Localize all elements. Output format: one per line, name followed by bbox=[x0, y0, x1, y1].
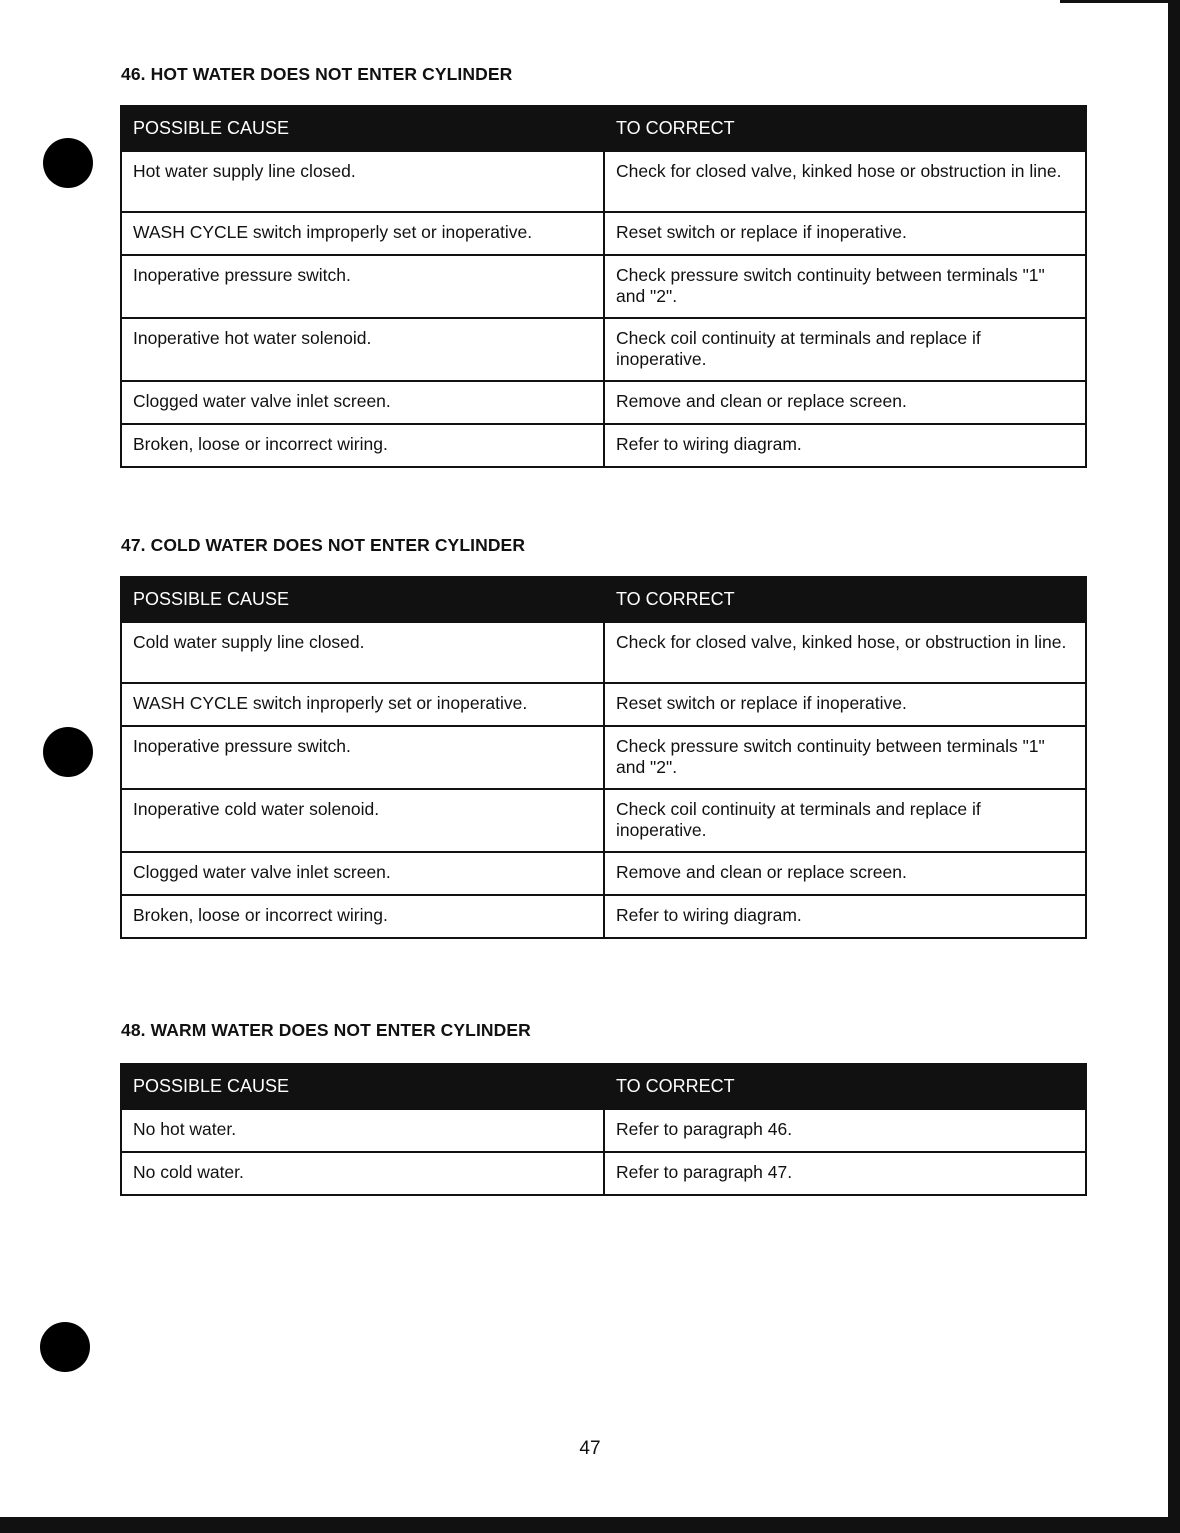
fix-cell: Refer to paragraph 46. bbox=[604, 1109, 1086, 1152]
cause-cell: Clogged water valve inlet screen. bbox=[121, 381, 604, 424]
fix-cell: Refer to wiring diagram. bbox=[604, 424, 1086, 467]
table-header bbox=[121, 1064, 1086, 1109]
fix-cell: Remove and clean or replace screen. bbox=[604, 381, 1086, 424]
cause-cell: Broken, loose or incorrect wiring. bbox=[121, 424, 604, 467]
page-edge-top bbox=[1060, 0, 1180, 3]
punch-hole-bottom bbox=[40, 1322, 90, 1372]
table-row bbox=[121, 1109, 1086, 1152]
table-row bbox=[121, 255, 1086, 318]
fix-cell: Refer to paragraph 47. bbox=[604, 1152, 1086, 1195]
cause-cell: Hot water supply line closed. bbox=[121, 151, 604, 212]
table-row bbox=[121, 424, 1086, 467]
cause-cell: Inoperative pressure switch. bbox=[121, 255, 604, 318]
column-header-fix: TO CORRECT bbox=[604, 106, 1086, 151]
cause-cell: WASH CYCLE switch improperly set or inoperative. bbox=[121, 212, 604, 255]
troubleshooting-table bbox=[120, 1063, 1087, 1196]
column-header-cause: POSSIBLE CAUSE bbox=[121, 577, 604, 622]
table-row bbox=[121, 318, 1086, 381]
table-row bbox=[121, 381, 1086, 424]
fix-cell: Reset switch or replace if inoperative. bbox=[604, 683, 1086, 726]
fix-cell: Check coil continuity at terminals and replace if inoperative. bbox=[604, 789, 1086, 852]
troubleshooting-table bbox=[120, 576, 1087, 939]
section-heading: 47. COLD WATER DOES NOT ENTER CYLINDER bbox=[121, 535, 526, 555]
page-edge-bottom bbox=[0, 1517, 1180, 1533]
fix-cell: Reset switch or replace if inoperative. bbox=[604, 212, 1086, 255]
section-46 bbox=[120, 64, 1087, 468]
fix-cell: Remove and clean or replace screen. bbox=[604, 852, 1086, 895]
cause-cell: Cold water supply line closed. bbox=[121, 622, 604, 683]
table-row bbox=[121, 622, 1086, 683]
punch-hole-middle bbox=[43, 727, 93, 777]
column-header-fix: TO CORRECT bbox=[604, 1064, 1086, 1109]
cause-cell: Inoperative cold water solenoid. bbox=[121, 789, 604, 852]
cause-cell: Clogged water valve inlet screen. bbox=[121, 852, 604, 895]
cause-cell: Broken, loose or incorrect wiring. bbox=[121, 895, 604, 938]
table-row bbox=[121, 895, 1086, 938]
fix-cell: Check for closed valve, kinked hose or obstruction in line. bbox=[604, 151, 1086, 212]
table-row bbox=[121, 683, 1086, 726]
cause-cell: No cold water. bbox=[121, 1152, 604, 1195]
cause-cell: No hot water. bbox=[121, 1109, 604, 1152]
column-header-cause: POSSIBLE CAUSE bbox=[121, 106, 604, 151]
section-heading: 48. WARM WATER DOES NOT ENTER CYLINDER bbox=[121, 1020, 531, 1040]
page-edge-right bbox=[1168, 0, 1180, 1533]
fix-cell: Refer to wiring diagram. bbox=[604, 895, 1086, 938]
cause-cell: Inoperative pressure switch. bbox=[121, 726, 604, 789]
section-48 bbox=[120, 1020, 1087, 1196]
fix-cell: Check for closed valve, kinked hose, or obstruction in line. bbox=[604, 622, 1086, 683]
table-row bbox=[121, 212, 1086, 255]
section-heading: 46. HOT WATER DOES NOT ENTER CYLINDER bbox=[121, 64, 513, 84]
section-47 bbox=[120, 535, 1087, 939]
punch-hole-top bbox=[43, 138, 93, 188]
troubleshooting-table bbox=[120, 105, 1087, 468]
table-row bbox=[121, 726, 1086, 789]
fix-cell: Check coil continuity at terminals and replace if inoperative. bbox=[604, 318, 1086, 381]
table-row bbox=[121, 151, 1086, 212]
table-row bbox=[121, 1152, 1086, 1195]
cause-cell: WASH CYCLE switch inproperly set or inoperative. bbox=[121, 683, 604, 726]
column-header-cause: POSSIBLE CAUSE bbox=[121, 1064, 604, 1109]
table-header bbox=[121, 106, 1086, 151]
table-header bbox=[121, 577, 1086, 622]
fix-cell: Check pressure switch continuity between terminals "1" and "2". bbox=[604, 255, 1086, 318]
table-row bbox=[121, 852, 1086, 895]
column-header-fix: TO CORRECT bbox=[604, 577, 1086, 622]
cause-cell: Inoperative hot water solenoid. bbox=[121, 318, 604, 381]
fix-cell: Check pressure switch continuity between terminals "1" and "2". bbox=[604, 726, 1086, 789]
table-row bbox=[121, 789, 1086, 852]
page-number: 47 bbox=[579, 1438, 601, 1459]
